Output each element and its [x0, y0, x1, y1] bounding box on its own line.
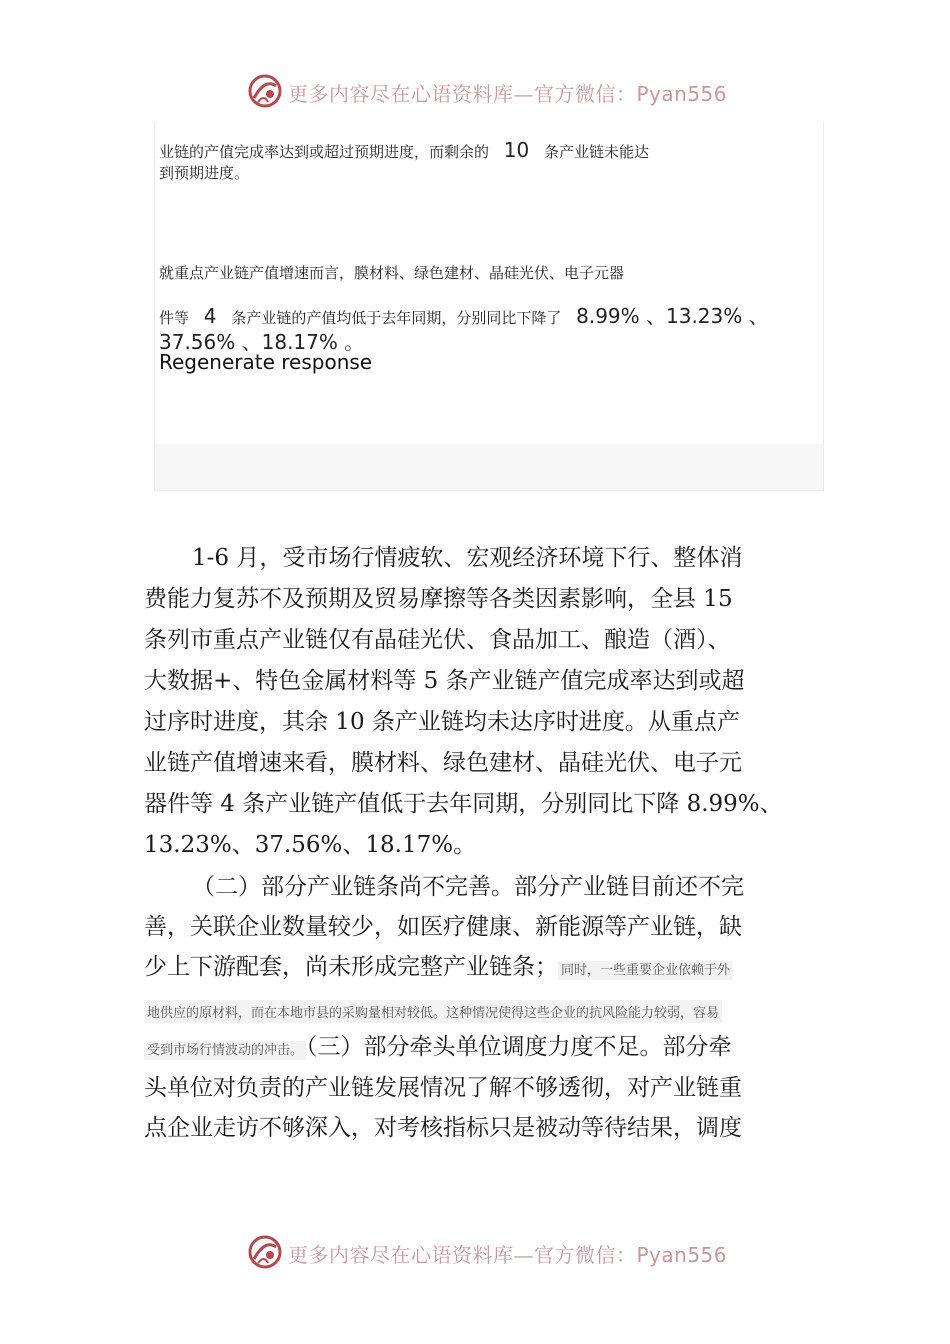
footer-watermark — [0, 1233, 950, 1273]
body-line: 器件等 4 条产业链产值低于去年同期，分别同比下降 8.99%、 — [144, 791, 783, 817]
panel-line-2: 到预期进度。 — [159, 164, 250, 182]
body-line: 13.23%、37.56%、18.17%。 — [144, 832, 477, 858]
panel-text: 条产业链的产值均低于去年同期，分别同比下降了 — [231, 309, 562, 327]
body-line: 大数据+、特色金属材料等 5 条产业链产值完成率达到或超 — [144, 668, 745, 694]
panel-line-4 — [159, 300, 769, 329]
watermark-cn: 更多内容尽在心语资料库—官方微信： — [288, 82, 637, 106]
panel-line-3: 就重点产业链产值增速而言，膜材料、绿色建材、晶硅光伏、电子元器 — [159, 264, 625, 282]
header-watermark — [0, 72, 950, 112]
body-line — [144, 947, 812, 991]
panel-percentages: 8.99% 、13.23% 、 — [576, 304, 769, 328]
panel-number: 4 — [203, 304, 217, 328]
body-line: 1-6 月，受市场行情疲软、宏观经济环境下行、整体消 — [192, 545, 743, 571]
inserted-note-line: 地供应的原材料，而在本地市县的采购量相对较低。这种情况使得这些企业的抗风险能力较弱，容易 — [144, 1000, 722, 1023]
body-line: 头单位对负责的产业链发展情况了解不够透彻，对产业链重 — [144, 1075, 742, 1101]
regenerate-response-button[interactable]: Regenerate response — [159, 350, 373, 374]
watermark-wechat-id: Pyan556 — [636, 82, 728, 106]
watermark-cn: 更多内容尽在心语资料库—官方微信： — [288, 1243, 637, 1267]
body-line — [144, 1027, 812, 1071]
panel-text: 条产业链未能达 — [544, 143, 650, 161]
panel-percentages: 37.56% 、18.17% 。 — [159, 330, 365, 354]
seal-logo-icon — [246, 1233, 284, 1271]
body-line: 费能力复苏不及预期及贸易摩擦等各类因素影响，全县 15 — [144, 586, 733, 612]
body-text: （三）部分牵头单位调度力度不足。部分牵 — [306, 1034, 732, 1060]
body-line: 业链产值增速来看，膜材料、绿色建材、晶硅光伏、电子元 — [144, 750, 742, 776]
seal-logo-icon — [246, 72, 284, 110]
body-line: （二）部分产业链条尚不完善。部分产业链目前还不完 — [192, 874, 744, 900]
panel-text: 业链的产值完成率达到或超过预期进度，而剩余的 — [159, 143, 490, 161]
panel-number: 10 — [503, 138, 530, 162]
panel-text: 件等 — [159, 309, 190, 327]
body-text: 少上下游配套，尚未形成完整产业链条； — [144, 954, 558, 980]
input-strip — [155, 444, 823, 490]
body-line: 点企业走访不够深入，对考核指标只是被动等待结果，调度 — [144, 1115, 742, 1141]
panel-line-1 — [159, 138, 649, 162]
watermark-wechat-id: Pyan556 — [636, 1243, 728, 1267]
watermark-text — [288, 1239, 727, 1268]
inserted-note: 同时，一些重要企业依赖于外 — [558, 961, 733, 980]
inserted-note: 受到市场行情波动的冲击。 — [144, 1041, 306, 1060]
response-panel — [154, 122, 824, 491]
body-line: 条列市重点产业链仅有晶硅光伏、食品加工、酿造（酒）、 — [144, 627, 731, 653]
watermark-text — [288, 78, 727, 107]
body-line: 善，关联企业数量较少，如医疗健康、新能源等产业链，缺 — [144, 914, 742, 940]
body-line: 过序时进度，其余 10 条产业链均未达序时进度。从重点产 — [144, 709, 740, 735]
